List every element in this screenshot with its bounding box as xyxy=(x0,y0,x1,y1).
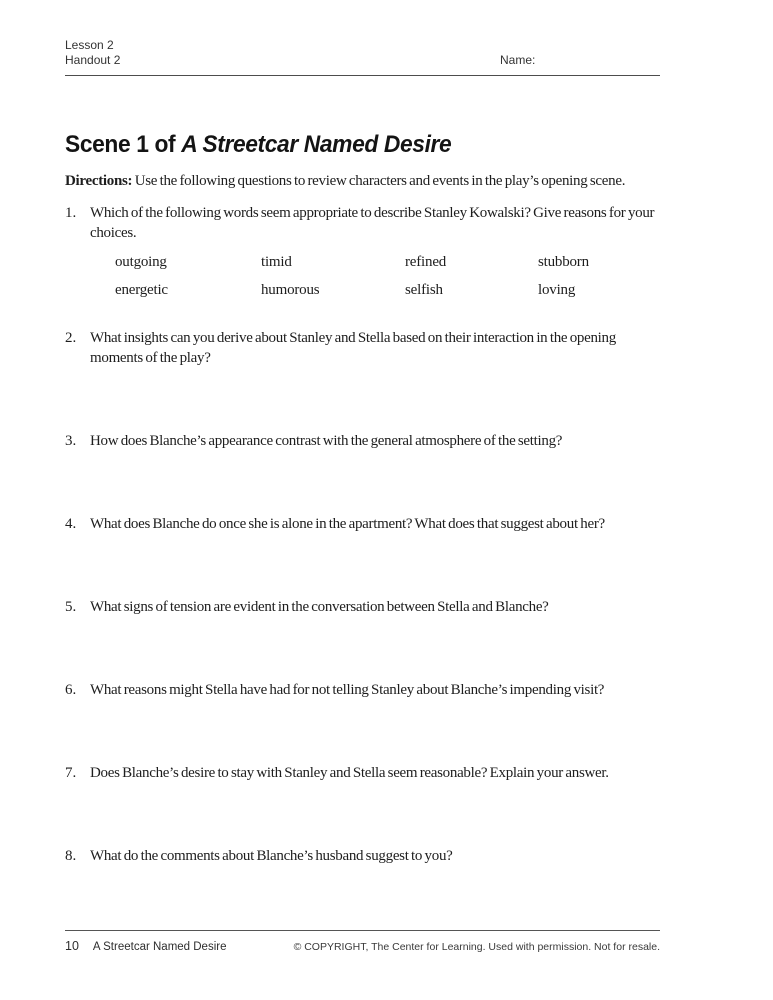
question-7-text: Does Blanche’s desire to stay with Stanley and Stella seem reasonable? Explain your answer. xyxy=(90,765,609,781)
lesson-label: Lesson 2 xyxy=(65,38,114,52)
question-2-number: 2. xyxy=(65,330,77,346)
question-1-number: 1. xyxy=(65,205,77,221)
question-2-text: What insights can you derive about Stanley and Stella based on their interaction in the opening moments of the play? xyxy=(90,330,616,366)
question-list xyxy=(65,203,660,866)
question-3-number: 3. xyxy=(65,433,77,449)
question-5-text: What signs of tension are evident in the conversation between Stella and Blanche? xyxy=(90,599,549,615)
word-timid: timid xyxy=(261,254,292,270)
page-title xyxy=(65,131,630,159)
question-1-word-grid xyxy=(115,253,660,300)
footer-page-number: 10 xyxy=(65,939,79,953)
question-8 xyxy=(65,846,660,866)
question-6 xyxy=(65,680,660,700)
header-rule xyxy=(65,75,660,76)
handout-label: Handout 2 xyxy=(65,53,121,67)
word-humorous: humorous xyxy=(261,282,320,298)
footer-book-title: A Streetcar Named Desire xyxy=(92,941,227,953)
question-7 xyxy=(65,763,660,783)
header-handout-row xyxy=(65,53,660,68)
question-1-body xyxy=(90,203,660,300)
question-2 xyxy=(65,328,660,368)
word-selfish: selfish xyxy=(405,282,443,298)
question-1-text: Which of the following words seem appropriate to describe Stanley Kowalski? Give reasons for your choices. xyxy=(90,205,655,241)
page-footer xyxy=(65,930,660,953)
question-8-text: What do the comments about Blanche’s husband suggest to you? xyxy=(90,848,453,864)
word-outgoing: outgoing xyxy=(115,254,167,270)
word-refined: refined xyxy=(405,254,447,270)
footer-copyright: © COPYRIGHT, The Center for Learning. Used with permission. Not for resale. xyxy=(293,941,660,953)
question-5-number: 5. xyxy=(65,599,77,615)
question-5 xyxy=(65,597,660,617)
name-label: Name: xyxy=(500,53,536,67)
question-1 xyxy=(65,203,660,300)
question-4 xyxy=(65,514,660,534)
question-3-text: How does Blanche’s appearance contrast with the general atmosphere of the setting? xyxy=(90,433,563,449)
word-loving: loving xyxy=(538,282,576,298)
title-prefix: Scene 1 of xyxy=(65,131,182,158)
question-4-text: What does Blanche do once she is alone in the apartment? What does that suggest about her? xyxy=(90,516,605,532)
word-stubborn: stubborn xyxy=(538,254,589,270)
directions-label: Directions: xyxy=(65,173,133,189)
title-play-name: A Streetcar Named Desire xyxy=(181,131,452,158)
question-4-number: 4. xyxy=(65,516,77,532)
question-7-number: 7. xyxy=(65,765,77,781)
page-header xyxy=(65,38,660,76)
directions-text: Use the following questions to review characters and events in the play’s opening scene. xyxy=(132,173,626,189)
footer-left xyxy=(65,939,227,953)
question-8-number: 8. xyxy=(65,848,77,864)
question-6-number: 6. xyxy=(65,682,77,698)
word-energetic: energetic xyxy=(115,282,168,298)
question-6-text: What reasons might Stella have had for not telling Stanley about Blanche’s impending visit? xyxy=(90,682,605,698)
directions xyxy=(65,171,660,191)
question-3 xyxy=(65,431,660,451)
header-lesson-row xyxy=(65,38,660,53)
